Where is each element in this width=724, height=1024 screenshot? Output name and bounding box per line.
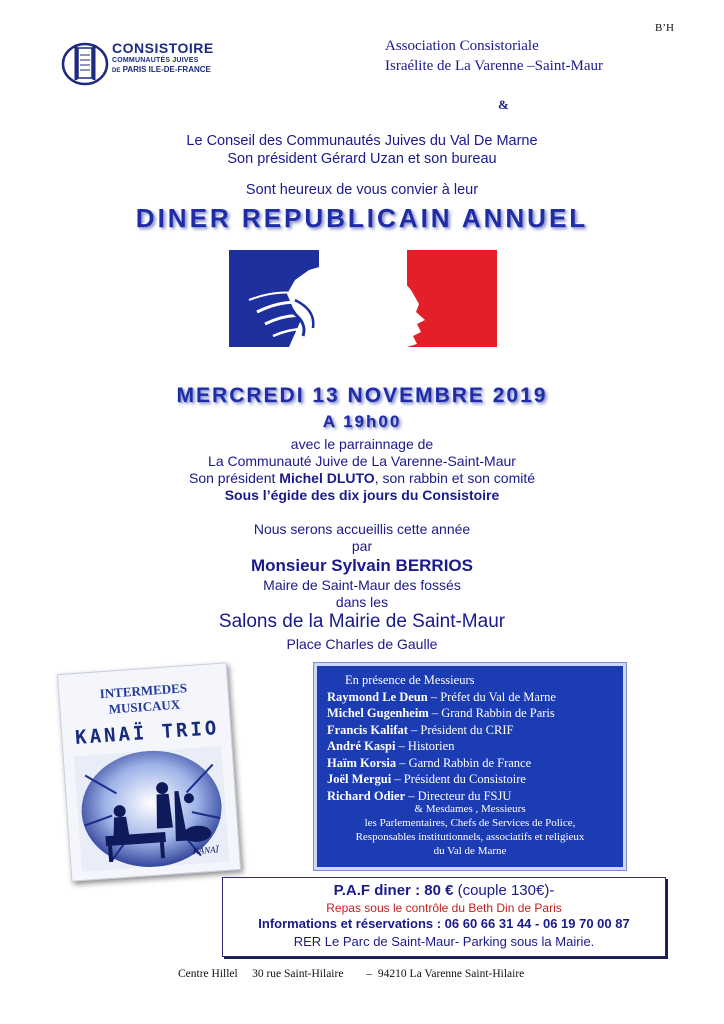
- association-line1: Association Consistoriale: [385, 38, 539, 54]
- guest-name: Haïm Korsia: [327, 755, 397, 770]
- event-time: A 19h00: [322, 412, 402, 431]
- guest-role: – Historien: [395, 739, 455, 753]
- association-name: [385, 36, 603, 76]
- access-info: RER Le Parc de Saint-Maur- Parking sous la Mairie.: [293, 934, 595, 949]
- host-title: Maire de Saint-Maur des fossés: [263, 577, 461, 593]
- event-date: MERCREDI 13 NOVEMBRE 2019: [176, 384, 548, 407]
- band-illustration: [74, 746, 230, 872]
- price-line: P.A.F diner : 80 € (couple 130€)-: [333, 882, 555, 899]
- torah-scroll-icon: [60, 40, 110, 86]
- logo-region: DE PARIS ILE-DE-FRANCE: [112, 65, 211, 74]
- venue-name: Salons de la Mairie de Saint-Maur: [218, 611, 506, 632]
- sponsor-president: Son président Michel DLUTO, son rabbin et son comité: [188, 470, 536, 486]
- guests-footer-line4: du Val de Marne: [433, 845, 507, 857]
- event-title: DINER REPUBLICAIN ANNUEL: [135, 203, 589, 233]
- consistoire-logo: [60, 40, 214, 86]
- ampersand: &: [498, 97, 509, 112]
- guest-row: [327, 722, 617, 739]
- guest-name: Joël Mergui: [327, 772, 392, 786]
- kosher-note: Repas sous le contrôle du Beth Din de Paris: [326, 901, 562, 915]
- guest-name: Raymond Le Deun: [327, 689, 428, 704]
- reservation-info: Informations et réservations : 06 60 66 31 44 - 06 19 70 00 87: [258, 916, 630, 931]
- host-name: Monsieur Sylvain BERRIOS: [251, 556, 473, 575]
- venue-address: Place Charles de Gaulle: [286, 636, 438, 652]
- guest-role: – Grand Rabbin de Paris: [428, 706, 555, 720]
- guest-role: – Garnd Rabbin de France: [396, 755, 532, 770]
- guests-footer-line3: Responsables institutionnels, associatifs et religieux: [355, 831, 585, 843]
- guest-name: André Kaspi: [327, 739, 396, 753]
- guest-row: [327, 738, 617, 755]
- musical-interlude-card: [57, 662, 241, 881]
- guest-role: – Préfet du Val de Marne: [427, 689, 556, 704]
- consistoire-aegis: Sous l’égide des dix jours du Consistoire: [224, 487, 500, 503]
- band-name: KANAÏ TRIO: [74, 717, 221, 750]
- guest-name: Michel Gugenheim: [327, 706, 429, 720]
- footer-address: Centre Hillel 30 rue Saint-Hilaire – 94210 La Varenne Saint-Hilaire: [178, 968, 525, 980]
- guests-footer: [317, 802, 623, 858]
- guests-footer-line1: & Mesdames , Messieurs: [414, 803, 526, 815]
- welcome-line1: Nous serons accueillis cette année: [253, 521, 471, 537]
- guest-role: – Président du CRIF: [407, 722, 514, 737]
- interlude-heading-line2: MUSICAUX: [108, 696, 181, 717]
- interlude-heading: [59, 677, 229, 721]
- sponsor-community: La Communauté Juive de La Varenne-Saint-Maur: [208, 453, 516, 469]
- association-line2: Israélite de La Varenne –Saint-Maur: [385, 58, 603, 74]
- band-signature: KANAÏ: [192, 844, 219, 857]
- guest-row: [327, 689, 617, 706]
- venue-intro: dans les: [335, 594, 389, 610]
- logo-subtitle: COMMUNAUTÉS JUIVES: [112, 57, 199, 64]
- guest-row: [327, 705, 617, 722]
- guest-role: – Président du Consistoire: [391, 772, 526, 786]
- guest-name: Francis Kalifat: [327, 722, 408, 737]
- guest-role: – Directeur du FSJU: [405, 788, 512, 803]
- invitation-line: Sont heureux de vous convier à leur: [245, 182, 479, 198]
- guests-box: [314, 663, 626, 870]
- hosts-line1: Le Conseil des Communautés Juives du Val De Marne: [186, 133, 538, 149]
- guest-name: Richard Odier: [327, 788, 406, 803]
- price-info-box: [222, 877, 666, 957]
- bh-mark: B’H: [655, 22, 674, 34]
- sponsor-intro: avec le parrainnage de: [290, 436, 434, 452]
- interlude-heading-line1: INTERMEDES: [99, 680, 188, 702]
- guests-intro: En présence de Messieurs: [345, 673, 475, 687]
- hosts-line2: Son président Gérard Uzan et son bureau: [227, 151, 497, 167]
- marianne-flag-image: [229, 250, 497, 347]
- guests-list: [327, 672, 617, 804]
- welcome-line2: par: [351, 538, 373, 554]
- guest-row: [327, 771, 617, 788]
- guests-footer-line2: les Parlementaires, Chefs de Services de Police,: [364, 817, 576, 829]
- guest-row: [327, 755, 617, 772]
- logo-title: CONSISTOIRE: [112, 40, 214, 56]
